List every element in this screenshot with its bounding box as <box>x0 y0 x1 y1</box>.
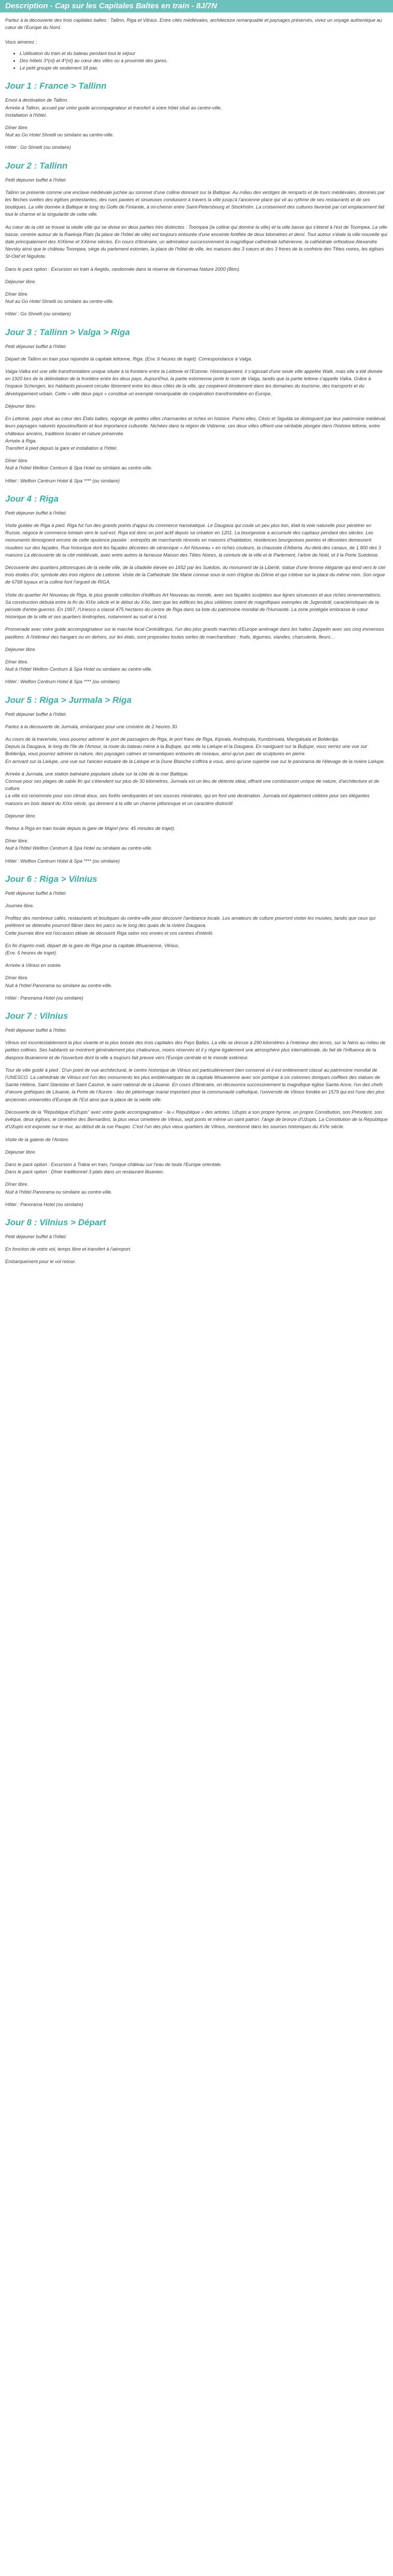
day-paragraph <box>5 1161 388 1175</box>
day-paragraph: Petit déjeuner buffet à l'hôtel. <box>5 890 67 896</box>
day-paragraph: Arrivée à Vilnius en soirée. <box>5 963 62 968</box>
day-paragraph: Promenade avec votre guide accompagnateur sur le marché local Centrāltirgus, l'un des plus grands marchés d'Europe aménagé dans les halles Zeppelin avec ses cinq immenses pavillons. A l'intérieur des hangars ou en dehors, sur les étals, sont proposées toutes sortes de marchandises : fruits, légumes, viandes, charcuterie, fleurs… <box>5 627 384 640</box>
day-paragraph: Hôtel : Panorama Hotel (ou similaire) <box>5 995 83 1001</box>
text-line: Nuit à l'hôtel Wellton Centrum & Spa Hotel ou similaire au centre-ville. <box>5 667 152 672</box>
day-title: Jour 1 : France > Tallinn <box>5 81 107 91</box>
day-paragraph: Départ de Tallinn en train pour rejoindre la capitale lettonne, Riga. (Env. 6 heures de trajet). Correspondance à Valga. <box>5 356 252 362</box>
text-line: Installation à l'hôtel. <box>5 112 47 118</box>
day-paragraph: Découverte de la "République d'Užupis" avec votre guide accompagnateur - la « République » des artistes. Užupis a son propre hymne, un propre Constitution, son Président, son évêque, deux églises, le cimetière des Bernardins, la plus vieux cimetière de Vilnius, sept ponts et même un saint patron: l'ange de bronze d'Užupis. La Constitution de la République d'Užupis est exposée sur le mur, au début de la rue Paupio. C'est l'un des plus vieux quartiers de Vilnius, mentionné dans les sources historiques du XVIe siècle. <box>5 1109 388 1130</box>
day-block <box>5 874 388 1002</box>
day-paragraph <box>5 124 388 139</box>
day-paragraph: Hôtel : Go Shnelli (ou similaire) <box>5 145 71 150</box>
day-paragraph <box>5 942 388 957</box>
intro-text: Partez à la découverte des trois capitales baltes : Tallinn, Riga et Vilnius. Entre cités médiévales, architecture remarquable et paysages préservés, vivez un voyage authentique au cœur de l'Europe du Nord. <box>5 18 382 31</box>
day-paragraph: Vilnius est incontestablement la plus vivante et la plus boisée des trois capitales des Pays Baltes. La ville se dresse à 290 kilomètres à l'intérieur des terres, sur la Néris au milieu de petites collines. Ses habitants se montrent généralement plus chaleureux, moins réservés et il y règne également une atmosphère plus internationale, du fait de l'influence de la diaspora lituanienne et de l'ouverture dont la ville a toujours fait preuve vers l'Europe centrale et le monde extérieur. <box>5 1040 386 1060</box>
day-block <box>5 494 388 686</box>
point-item: • L'utilisation du train et du bateau pendant tout le séjour <box>20 50 388 57</box>
text-line: En Lettonie, pays situé au cœur des États baltes, regorge de petites villes charmantes et riches en histoire. Parmi elles, Césis et Sigulda se distinguent par leur patrimoine médiéval, leurs paysages naturels époustouflants et leur importance culturelle. Nichées dans la région de Vidzeme, ces deux villes offrent une véritable plongée dans l'histoire lettone, entre châteaux anciens, traditions locales et nature préservée. <box>5 416 386 436</box>
day-paragraph <box>5 1181 388 1195</box>
day-paragraph: Petit déjeuner buffet à l'hôtel. <box>5 711 67 717</box>
day-paragraph: Découverte des quartiers pittoresques de la vieille ville, de la citadelle élevée en 1652 par les Suédois, du monument de la Liberté, statue d'une femme élégante qui tend vers le ciel trois étoiles d'or, symbole des trois régions de Lettonie. Visite de la Cathédrale Ste Marie connue sous le nom d'église du Dôme et qui s'élève sur la place du même nom. Son orgue de 6768 tuyaux et la colline font l'orgueil de RIGA. <box>5 564 386 585</box>
day-title: Jour 7 : Vilnius <box>5 1011 68 1021</box>
day-paragraph: Journée libre. <box>5 903 34 909</box>
text-line: Depuis la Daugava, le long de l'île de l'Amour, la route du bateau mène à la Buļļupe, qui relie la Lielupe et la Daugava. En naviguant sur la Buļļupe, vous verrez une vue sur Bolderāja, vous pourrez admirer la nature, des paysages calmes et romantiques entourés de roseaux, ainsi qu'un parc de sculptures en pierre. <box>5 744 368 757</box>
day-paragraph: Déjeuner libre. <box>5 646 36 652</box>
day-paragraph: Tallinn se présente comme une enclave médiévale juchée au sommet d'une colline donnant sur la Baltique. Au milieu des vestiges de remparts et de tours médiévales, dominés par les flèches sveltes des églises protestantes, des rues pavées et sinueuses conduisent à travers la ville jusqu'à l'ancienne place qui vit au rythme de ses restaurants et de ses boutiques. La ville donnée à Baltique le long du Golfe de Finlande, à mi-chemin entre Saint-Pétersbourg et Stockholm. La croisement des cultures favorisé par cet emplacement fait tout le charme et la singularité de cette ville. <box>5 189 385 217</box>
day-block <box>5 1217 388 1266</box>
day-title: Jour 2 : Tallinn <box>5 160 68 171</box>
points-label: Vous aimerez : <box>5 39 37 45</box>
text-line: Arrivée à Jurmala, une station balnéaire populaire située sur la côte de la mer Baltique. <box>5 771 189 777</box>
text-line: Envol à destination de Tallinn. <box>5 98 68 103</box>
day-paragraph: Dans le pack option : Excursion en train à Aegidu, randonnée dans la réserve de Korvemaa Nature 2000 (8km). <box>5 266 241 272</box>
text-line: Cette journée libre est l'occasion idéale de découvrir Riga selon vos envies et vos centres d'intérêt. <box>5 930 214 936</box>
text-line: Profitez des nombreux cafés, restaurants et boutiques du centre-ville pour découvrir l'ambiance locale. Les amateurs de culture pourront visiter les musées, tandis que ceux qui préfèrent se détendre pourront flâner dans les parcs ou le long des quais de la rivière Daugava. <box>5 916 376 929</box>
text-line: En arrivant sur la Lielupe, une vue sur l'ancien estuaire de la Lielupe et la Dune Blanche s'offrira à vous, ainsi qu'une superbe vue sur le panorama de l'élevage de la rivière Lielupe. <box>5 758 385 764</box>
text-line: Nuit au Go Hotel Shnelli ou similaire au centre-ville. <box>5 132 114 138</box>
day-paragraph: Hôtel : Wellton Centrum Hotel & Spa **** (ou similaire) <box>5 858 120 864</box>
day-paragraph: Retour à Riga en train locale depuis la gare de Majori (env. 45 minutes de trajet). <box>5 826 176 832</box>
day-paragraph <box>5 96 388 119</box>
day-block <box>5 81 388 151</box>
text-line: (Env. 5 heures de trajet). <box>5 950 58 956</box>
day-block <box>5 1011 388 1208</box>
day-paragraph: Visite du quartier Art Nouveau de Riga, le plus grande collection d'édifices Art Nouveau au monde, avec ses façades sculptées aux lignes sinueuses et aux riches ornementations. Sa construction débuta entre la fin du XIXe siècle et le début du XXe, bien que les édifices les plus célèbres soient de magnifiques exemples de Jugendstil, caractéristiques de la période d'entre-guerres. En 1997, l'Unesco a classé 475 hectares du centre de Riga dans sa liste du patrimoine mondial de l'Humanité. La zone protégée embrasse le cœur historique de la ville et ses quartiers limitrophes, notamment au sud et à l'est. <box>5 592 382 620</box>
points-list <box>5 50 388 72</box>
point-item: • Le petit groupe de seulement 18 pax. <box>20 64 388 72</box>
day-title: Jour 6 : Riga > Vilnius <box>5 874 97 884</box>
day-title: Jour 8 : Vilnius > Départ <box>5 1217 106 1227</box>
day-paragraph: Déjeuner libre. <box>5 1149 36 1155</box>
day-paragraph: Visite de la galerie de l'Ambre. <box>5 1137 69 1142</box>
day-paragraph: Au cœur de la cité se trouve la vieille ville qui se divise en deux parties très distinctes : Toompea (la colline qui domine la ville) et la ville basse qui s'étend à l'est de Toompea. La ville basse, centrée autour de la Raekoja Plats (la place de l'hôtel de ville) est toujours entourée d'une enceinte fortifiée de deux kilomètres et demi. Tout autour s'étale la ville nouvelle qui date principalement des XIXème et XXème siècles. En cours d'itinéraire, un admirateur successivement la magnifique cathédrale luthérienne, la cathédrale orthodoxe Alexandre Nevsky ainsi que le château Toompea, siège du parlement estonien, la place de l'hôtel de ville, les maisons des 3 sœurs et des 3 frères de la confrérie des Têtes noires, les églises St-Olaf et Niguliste. <box>5 224 387 259</box>
day-block <box>5 695 388 865</box>
day-title: Jour 5 : Riga > Jurmala > Riga <box>5 695 132 705</box>
day-paragraph: Hôtel : Panorama Hotel (ou similaire) <box>5 1201 83 1207</box>
day-paragraph <box>5 915 388 937</box>
text-line: Nuit à l'hôtel Panorama ou similaire au centre-ville. <box>5 982 113 988</box>
day-paragraph: Hôtel : Go Shnelli (ou similaire) <box>5 311 71 317</box>
text-line: Dîner libre. <box>5 125 29 131</box>
day-paragraph: Petit déjeuner buffet à l'hôtel. <box>5 1234 67 1239</box>
day-block <box>5 327 388 484</box>
day-paragraph: Déjeuner libre. <box>5 403 36 409</box>
day-title: Jour 3 : Tallinn > Valga > Riga <box>5 327 130 337</box>
day-paragraph: Partez à la découverte de Jurmala, embarquez pour une croisière de 2 heures 30. <box>5 724 178 729</box>
day-paragraph <box>5 457 388 472</box>
text-line: Transfert à pied depuis la gare et installation à l'hôtel. <box>5 445 118 451</box>
text-line: Nuit au Go Hotel Shnelli ou similaire au centre-ville. <box>5 299 114 304</box>
day-paragraph: Petit déjeuner buffet à l'hôtel. <box>5 177 67 183</box>
text-line: Dans le pack option : Excursion à Trakai en train, l'unique château sur l'eau de toute l'Europe orientale. <box>5 1161 222 1167</box>
text-line: Dîner libre. <box>5 1182 29 1187</box>
day-paragraph: Embarquement pour le vol retour. <box>5 1259 76 1265</box>
day-title: Jour 4 : Riga <box>5 493 59 504</box>
text-line: Dîner libre. <box>5 975 29 981</box>
text-line: La ville est renommée pour son climat doux, ses forêts verdoyantes et ses sources minérales, qui en font une destination. Jurmala est également célèbre pour ses élégantes maisons en bois datant du XIXe siècle, qui donnent à la ville un charme pittoresque et un caractère distinctif. <box>5 793 370 806</box>
day-paragraph: Valga-Valka est une ville transfrontalière unique située à la frontière entre la Lettonie et l'Estonie. Historiquement, il s'agissait d'une seule ville appelée Walk, mais elle a été divisée en 1920 lors de la délimitation de la frontière entre les deux pays. Aujourd'hui, la partie estonienne porte le nom de Valga, tandis que la partie lettone s'appelle Valka. Grâce à l'espace Schengen, les habitants peuvent circuler librement entre les deux côtés de la ville, qui coopèrent étroitement dans les domaines du tourisme, des transports et du développement urbain. Cette « ville deux pays » constitue un exemple remarquable de coopération transfrontalière en Europe. <box>5 369 383 396</box>
page-title: Description - Cap sur les Capitales Baltes en train - 8J/7N <box>5 2 217 10</box>
day-paragraph: Petit déjeuner buffet à l'hôtel. <box>5 510 67 516</box>
main-content <box>0 17 393 1266</box>
text-line: Nuit à l'hôtel Wellton Centrum & Spa Hotel ou similaire au centre-ville. <box>5 465 152 471</box>
text-line: Au cours de la traversée, vous pourrez admirer le port de passagers de Riga, le port franc de Riga, Kipsala, Andrejsala, Kundzinsala, Mangalsala et Bolderāja. <box>5 736 340 742</box>
day-paragraph: Visite guidée de Riga à pied. Riga fut l'un des grands points d'appui du commerce hanséatique. Le Daugava qui coule un peu plus loin, était la voie naturelle pour pénétrer en Russie, négoce le commerce lointain vers le sud-est. Riga est donc un port actif depuis sa création en 1201. La bourgeoisie a accumulé des capitaux pendant des siècles. Les monuments témoignent encore de cette opulence passée : entrepôts de marchands rénovés en maisons d'habitation, résidences bourgeoises peintes et décorées demeurent moulées sur des façades. Rue historique dont les façades décorées de céramique « Art Nouveau » en riches couleurs, la chaussée d'Alberta. Au-delà des canaux, de 1 800 des 3 maisons La découverte de la cité médiévale, avec entre autres la fameuse Maison des Têtes Noires, la ceinture de la ville et le Parlement, l'arbre de Noël, et il la Porte Suédoise. <box>5 522 381 558</box>
text-line: Dîner libre. <box>5 292 29 297</box>
point-item: • Des hôtels 3*(nl) et 4*(nl) au cœur des villes ou à proximité des gares. <box>20 57 388 64</box>
day-block <box>5 161 388 318</box>
day-paragraph <box>5 974 388 989</box>
day-paragraph: Hôtel : Wellton Centrum Hotel & Spa **** (ou similaire) <box>5 478 120 483</box>
day-paragraph: Petit déjeuner buffet à l'hôtel. <box>5 1028 67 1033</box>
text-line: Arrivée à Tallinn, accueil par votre guide accompagnateur et transfert à votre hôtel situé au centre-ville. <box>5 105 222 110</box>
day-paragraph <box>5 837 388 852</box>
itinerary <box>5 81 388 1265</box>
day-paragraph: Petit déjeuner buffet à l'hôtel. <box>5 343 67 349</box>
text-line: Arrivée à Riga. <box>5 438 37 444</box>
day-paragraph <box>5 415 388 452</box>
day-paragraph: Tour de ville guidé à pied : D'un point de vue architectural, le centre historique de Vilnius est particulièrement bien conservé et il est entièrement classé au patrimoine mondial de l'UNESCO. La cathédrale de Vilnius est l'un des monuments les plus emblématiques de la capitale lithuanienne avec son portique à six colonnes doriques coiffées des statues de Sainte Hélène, Saint Stanislas et Saint Casimir, le saint national de la Lituanie. En cours d'itinéraire, on découvrira successivement la magnifique église Sainte Anne, l'un des chefs d'œuvre gothiques de Lituanie, la Porte de l'Aurore - lieu de pèlerinage marial important pour la communauté catholique, l'université de Vilnius fondée en 1579 qui est l'une des plus anciennes universités d'Europe de l'Est ainsi que la place de la vieille ville. <box>5 1067 385 1102</box>
text-line: En fin d'après-midi, départ de la gare de Riga pour la capitale lithuanienne, Vilnius. <box>5 943 180 948</box>
text-line: Nuit à l'hôtel Wellton Centrum & Spa Hotel ou similaire au centre-ville. <box>5 846 152 851</box>
day-paragraph <box>5 658 388 673</box>
text-line: Dîner libre. <box>5 458 29 464</box>
text-line: Dîner libre. <box>5 838 29 844</box>
day-paragraph: Hôtel : Wellton Centrum Hotel & Spa **** (ou similaire) <box>5 679 120 685</box>
day-paragraph: Déjeuner libre. <box>5 279 36 284</box>
day-paragraph: Déjeuner libre. <box>5 813 36 819</box>
text-line: Dans le pack option : Dîner traditionnel 3 plats dans un restaurant lituanien. <box>5 1169 164 1175</box>
day-paragraph <box>5 290 388 305</box>
page-banner <box>0 0 393 12</box>
day-paragraph <box>5 736 388 765</box>
text-line: Connue pour ses plages de sable fin qui s'étendent sur plus de 30 kilomètres, Jurmala est un lieu de détente idéal, offrant une combinaison unique de nature, d'architecture et de culture. <box>5 779 380 792</box>
day-paragraph: En fonction de votre vol, temps libre et transfert à l'aéroport. <box>5 1247 132 1252</box>
text-line: Nuit à l'hôtel Panorama ou similaire au centre-ville. <box>5 1189 113 1195</box>
text-line: Dîner libre. <box>5 659 29 664</box>
day-paragraph <box>5 770 388 807</box>
